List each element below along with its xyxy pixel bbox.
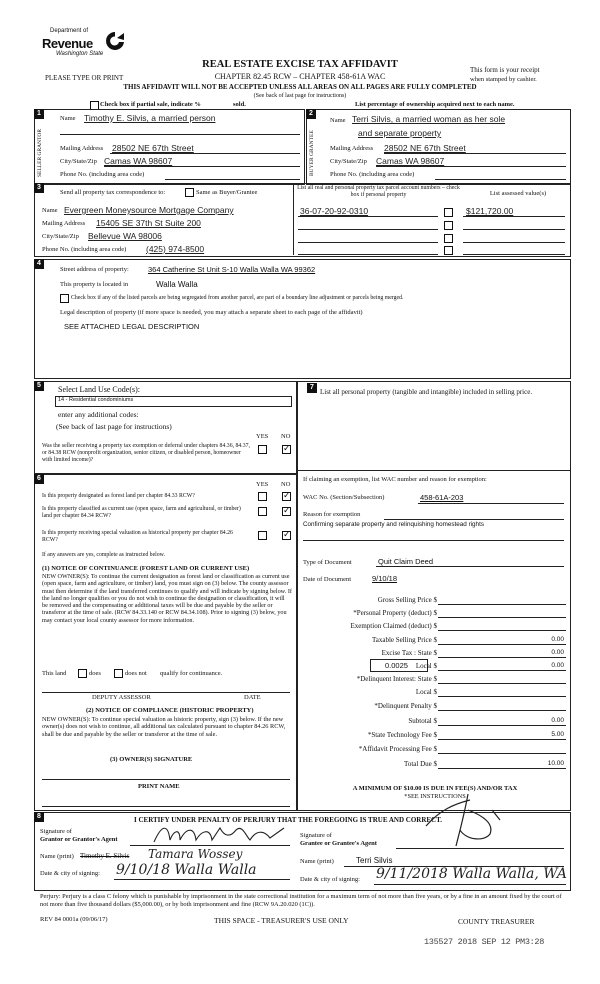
doc-type[interactable]: Quit Claim Deed bbox=[378, 557, 434, 566]
subtotal-label: Subtotal $ bbox=[408, 717, 437, 725]
grantor-name-label: Name (print) bbox=[40, 853, 74, 860]
gross-label: Gross Selling Price $ bbox=[377, 596, 437, 604]
buyer-city-label: City/State/Zip bbox=[330, 158, 367, 165]
notice-compliance-title: (2) NOTICE OF COMPLIANCE (HISTORIC PROPERTY) bbox=[86, 707, 254, 714]
wac-label: WAC No. (Section/Subsection) bbox=[303, 494, 385, 501]
corr-city[interactable]: Bellevue WA 98006 bbox=[88, 231, 162, 241]
section-7-number: 7 bbox=[307, 383, 317, 393]
segregated-text: Check box if any of the listed parcels are being segregated from another parcel, are part of a boundary line adjustment or parcels being merged. bbox=[71, 295, 404, 301]
if-yes-note: If any answers are yes, complete as instructed below. bbox=[42, 552, 165, 558]
this-land-label: This land bbox=[42, 670, 67, 677]
processing-fee-label: *Affidavit Processing Fee $ bbox=[358, 745, 437, 753]
perjury-notice: Perjury: Perjury is a class C felony which is punishable by imprisonment in the state correctional institution for a maximum term of not more than five years, or by a fine in an amount fixed by the court of not more than five thousand dollars ($5,000.00), or by both imprisonment and fine (RCW 9A.20.020 (1C)). bbox=[40, 893, 562, 908]
seller-name-label: Name bbox=[60, 115, 76, 122]
local-rate: 0.0025 bbox=[385, 661, 408, 670]
doc-date[interactable]: 9/10/18 bbox=[372, 574, 398, 583]
corr-mailing-label: Mailing Address bbox=[42, 220, 86, 227]
form-title: REAL ESTATE EXCISE TAX AFFIDAVIT bbox=[202, 59, 398, 70]
section-4-property bbox=[34, 259, 571, 379]
section5-yes-header: YES bbox=[256, 433, 269, 440]
send-correspondence-label: Send all property tax correspondence to: bbox=[60, 189, 166, 196]
grantor-date-handwritten[interactable]: 9/10/18 Walla Walla bbox=[116, 862, 257, 878]
grantor-name-struck: Timothy E. Silvis bbox=[80, 852, 130, 860]
seller-name[interactable]: Timothy E. Silvis, a married person bbox=[84, 113, 216, 123]
total-due-value[interactable]: 10.00 bbox=[547, 760, 564, 767]
partial-sale-label: Check box if partial sale, indicate % bbox=[100, 101, 201, 108]
seller-city-label: City/State/Zip bbox=[60, 158, 97, 165]
certify-statement: I CERTIFY UNDER PENALTY OF PERJURY THAT THE FOREGOING IS TRUE AND CORRECT. bbox=[134, 816, 443, 824]
located-label: This property is located in bbox=[60, 281, 129, 288]
logo-swoosh-icon bbox=[104, 30, 126, 52]
local-value[interactable]: 0.00 bbox=[551, 662, 564, 669]
grantee-date-label: Date & city of signing: bbox=[300, 876, 360, 883]
delinquent-penalty-label: *Delinquent Penalty $ bbox=[374, 702, 437, 710]
doc-date-label: Date of Document bbox=[303, 576, 352, 583]
buyer-name-label: Name bbox=[330, 117, 346, 124]
grantee-sig-label-1: Signature of bbox=[300, 832, 332, 839]
parcel-personal-checkbox-1[interactable] bbox=[444, 208, 453, 217]
section-5-number: 5 bbox=[34, 381, 44, 391]
land-use-label: Select Land Use Code(s): bbox=[58, 385, 140, 394]
doc-type-label: Type of Document bbox=[303, 559, 352, 566]
seller-city[interactable]: Camas WA 98607 bbox=[104, 156, 173, 166]
buyer-city[interactable]: Camas WA 98607 bbox=[376, 156, 445, 166]
form-warning: THIS AFFIDAVIT WILL NOT BE ACCEPTED UNLESS ALL AREAS ON ALL PAGES ARE FULLY COMPLETED bbox=[123, 83, 477, 91]
parcel-header: List all real and personal property tax parcel account numbers – check box if personal property bbox=[297, 185, 460, 198]
notice-continuance-title: (1) NOTICE OF CONTINUANCE (FOREST LAND OR CURRENT USE) bbox=[42, 565, 250, 572]
grantee-sig-label-2: Grantee or Grantee's Agent bbox=[300, 840, 377, 847]
form-revision: REV 84 0001a (09/06/17) bbox=[40, 916, 108, 923]
buyer-name-line2[interactable]: and separate property bbox=[358, 128, 442, 138]
assessed-value[interactable]: $121,720.00 bbox=[466, 206, 514, 216]
grantee-name[interactable]: Terri Silvis bbox=[356, 856, 393, 865]
legal-label: Legal description of property (if more space is needed, you may attach a separate sheet to each page of the affidavit) bbox=[60, 309, 363, 316]
ownership-note: List percentage of ownership acquired next to each name. bbox=[355, 101, 515, 108]
seller-name-line bbox=[60, 134, 300, 135]
forest-no-checkbox[interactable] bbox=[282, 492, 291, 501]
subtotal-value[interactable]: 0.00 bbox=[551, 717, 564, 724]
taxable-label: Taxable Selling Price $ bbox=[371, 636, 437, 644]
historic-question: Is this property receiving special valuation as historical property per chapter 84.26 RCW? bbox=[42, 530, 233, 543]
forest-yes-checkbox[interactable] bbox=[258, 492, 267, 501]
buyer-mailing[interactable]: 28502 NE 67th Street bbox=[384, 143, 466, 153]
current-use-question: Is this property classified as current use (open space, farm and agricultural, or timber) land per chapter 84.34 RCW? bbox=[42, 506, 241, 519]
section-8-number: 8 bbox=[34, 812, 44, 822]
street-label: Street address of property: bbox=[60, 266, 129, 273]
grantor-sig-label-2: Grantor or Grantor's Agent bbox=[40, 836, 118, 843]
current-use-no-checkbox[interactable] bbox=[282, 507, 291, 516]
land-use-see-back: (See back of last page for instructions) bbox=[56, 422, 172, 431]
forest-land-question: Is this property designated as forest land per chapter 84.33 RCW? bbox=[42, 493, 195, 499]
current-use-yes-checkbox[interactable] bbox=[258, 507, 267, 516]
corr-phone-label: Phone No. (including area code) bbox=[42, 246, 127, 253]
grantor-date-label: Date & city of signing: bbox=[40, 870, 100, 877]
corr-phone[interactable]: (425) 974-8500 bbox=[146, 244, 205, 254]
local-label: Local $ bbox=[415, 662, 437, 670]
section-6-number: 6 bbox=[34, 474, 44, 484]
please-type: PLEASE TYPE OR PRINT bbox=[45, 74, 124, 82]
taxable-value[interactable]: 0.00 bbox=[551, 636, 564, 643]
parcel-personal-checkbox-4[interactable] bbox=[444, 246, 453, 255]
corr-name[interactable]: Evergreen Moneysource Mortgage Company bbox=[64, 205, 234, 215]
buyer-name-line1[interactable]: Terri Silvis, a married woman as her sole bbox=[352, 114, 506, 124]
land-use-code: 14 - Residential condominiums bbox=[58, 397, 134, 403]
qualify-label: qualify for continuance. bbox=[160, 670, 223, 677]
tech-fee-value[interactable]: 5.00 bbox=[551, 731, 564, 738]
form-chapter: CHAPTER 82.45 RCW – CHAPTER 458-61A WAC bbox=[214, 72, 386, 81]
seller-mailing[interactable]: 28502 NE 67th Street bbox=[112, 143, 194, 153]
total-due-label: Total Due $ bbox=[404, 760, 437, 768]
deputy-assessor-label: DEPUTY ASSESSOR bbox=[92, 694, 151, 701]
buyer-mailing-label: Mailing Address bbox=[330, 145, 374, 152]
exemption-claim-label: If claiming an exemption, list WAC number and reason for exemption: bbox=[303, 476, 487, 483]
parcel-personal-checkbox-3[interactable] bbox=[444, 234, 453, 243]
section-4-number: 4 bbox=[34, 259, 44, 269]
parcel-number[interactable]: 36-07-20-92-0310 bbox=[300, 206, 369, 216]
land-does-not-label: does not bbox=[125, 670, 147, 677]
seller-side-label: SELLER GRANTOR bbox=[37, 128, 43, 178]
corr-mailing[interactable]: 15405 SE 37th St Suite 200 bbox=[96, 218, 201, 228]
exemption-yes-checkbox[interactable] bbox=[258, 445, 267, 454]
delinquent-interest-state-label: *Delinquent Interest: State $ bbox=[356, 675, 437, 683]
grantor-sig-label-1: Signature of bbox=[40, 828, 72, 835]
logo-line2: Revenue bbox=[42, 36, 93, 51]
additional-codes-label: enter any additional codes: bbox=[58, 410, 139, 419]
treasurer-stamp: 135527 2018 SEP 12 PM3:28 bbox=[424, 937, 545, 947]
section-3-number: 3 bbox=[34, 183, 44, 193]
section5-no-header: NO bbox=[281, 433, 291, 440]
section-1-number: 1 bbox=[34, 109, 44, 119]
land-does-not-checkbox[interactable] bbox=[114, 669, 123, 678]
parcel-personal-checkbox-2[interactable] bbox=[444, 221, 453, 230]
buyer-side-label: BUYER GRANTEE bbox=[309, 130, 315, 176]
tech-fee-label: *State Technology Fee $ bbox=[367, 731, 437, 739]
see-back-note: (See back of last page for instructions) bbox=[253, 93, 347, 99]
same-as-buyer-label: Same as Buyer/Grantee bbox=[196, 189, 258, 196]
exemption-no-checkbox[interactable] bbox=[282, 445, 291, 454]
same-as-buyer-checkbox[interactable] bbox=[185, 188, 194, 197]
partial-sale-sold: sold. bbox=[233, 101, 246, 108]
historic-yes-checkbox[interactable] bbox=[258, 531, 267, 540]
exemption-reason[interactable]: Confirming separate property and relinquishing homestead rights bbox=[303, 521, 484, 528]
minimum-due-note: A MINIMUM OF $10.00 IS DUE IN FEE(S) AND/OR TAX bbox=[352, 785, 518, 792]
street-address[interactable]: 364 Catherine St Unit S-10 Walla Walla WA 99362 bbox=[148, 265, 316, 274]
corr-city-label: City/State/Zip bbox=[42, 233, 79, 240]
treasurer-space: THIS SPACE - TREASURER'S USE ONLY bbox=[214, 916, 349, 925]
land-does-label: does bbox=[89, 670, 101, 677]
personal-property-text: List all personal property (tangible and intangible) included in selling price. bbox=[320, 388, 533, 396]
receipt-note: This form is your receipt bbox=[470, 66, 540, 74]
historic-no-checkbox[interactable] bbox=[282, 531, 291, 540]
owner-signature-label: (3) OWNER(S) SIGNATURE bbox=[110, 756, 193, 763]
print-name-label: PRINT NAME bbox=[138, 783, 180, 790]
land-does-checkbox[interactable] bbox=[78, 669, 87, 678]
seller-mailing-label: Mailing Address bbox=[60, 145, 104, 152]
section6-yes-header: YES bbox=[256, 481, 269, 488]
notice-compliance-body: NEW OWNER(S): To continue special valuation as historic property, sign (3) below. If the new owner(s) does not wish to continue, all additional tax calculated pursuant to chapter 84.26 RCW, shall be due and payable by the seller or transferor at the time of sale. bbox=[42, 716, 286, 738]
grantee-date-handwritten[interactable]: 9/11/2018 Walla Walla, WA bbox=[376, 866, 568, 882]
located-county[interactable]: Walla Walla bbox=[156, 280, 198, 289]
exemption-deduct-label: Exemption Claimed (deduct) $ bbox=[350, 622, 437, 630]
deputy-date-label: DATE bbox=[244, 694, 261, 701]
seller-phone-label: Phone No. (including area code) bbox=[60, 171, 145, 178]
grantee-name-label: Name (print) bbox=[300, 858, 334, 865]
personal-property-label: *Personal Property (deduct) $ bbox=[353, 609, 437, 617]
corr-name-label: Name bbox=[42, 207, 58, 214]
receipt-note-2: when stamped by cashier. bbox=[470, 76, 537, 83]
grantee-signature[interactable] bbox=[420, 790, 510, 848]
grantor-name-handwritten[interactable]: Tamara Wossey bbox=[148, 847, 243, 861]
excise-state-value[interactable]: 0.00 bbox=[551, 649, 564, 656]
buyer-phone-label: Phone No. (including area code) bbox=[330, 171, 415, 178]
reason-label: Reason for exemption bbox=[303, 511, 361, 518]
excise-state-label: Excise Tax : State $ bbox=[381, 649, 437, 657]
legal-description[interactable]: SEE ATTACHED LEGAL DESCRIPTION bbox=[64, 322, 200, 331]
wac-number[interactable]: 458-61A-203 bbox=[420, 493, 464, 502]
county-treasurer: COUNTY TREASURER bbox=[458, 917, 535, 926]
see-instructions-note: *SEE INSTRUCTIONS bbox=[404, 793, 466, 800]
delinquent-interest-local-label: Local $ bbox=[415, 688, 437, 696]
exemption-question: Was the seller receiving a property tax exemption or deferral under chapters 84.36, 84.37, or 84.38 RCW (nonprofit organization, senior citizen, or disabled person, homeowner with limited income)? bbox=[42, 443, 250, 463]
logo-line1: Department of bbox=[50, 28, 89, 34]
section-2-number: 2 bbox=[306, 109, 316, 119]
grantor-signature[interactable] bbox=[150, 822, 290, 848]
segregated-checkbox[interactable] bbox=[60, 294, 69, 303]
land-use-select[interactable] bbox=[55, 396, 292, 407]
section6-no-header: NO bbox=[281, 481, 291, 488]
logo-line3: Washington State bbox=[56, 51, 104, 57]
notice-continuance-body: NEW OWNER(S): To continue the current designation as forest land or classification as current use (open space, farm and agriculture, or timber) land, you must sign on (3) below. The county assessor must then determine if the land transferred continues to qualify and will indicate by signing below. If the land no longer qualifies or you do not wish to continue the designation or classification, it will be removed and the compensating or additional taxes will be due and payable by the seller or transferor at the time of sale. (RCW 84.33.140 or RCW 84.34.108). Prior to signing (3) below, you may contact your local county assessor for more information. bbox=[42, 573, 292, 624]
assessed-header: List assessed value(s) bbox=[489, 190, 547, 197]
